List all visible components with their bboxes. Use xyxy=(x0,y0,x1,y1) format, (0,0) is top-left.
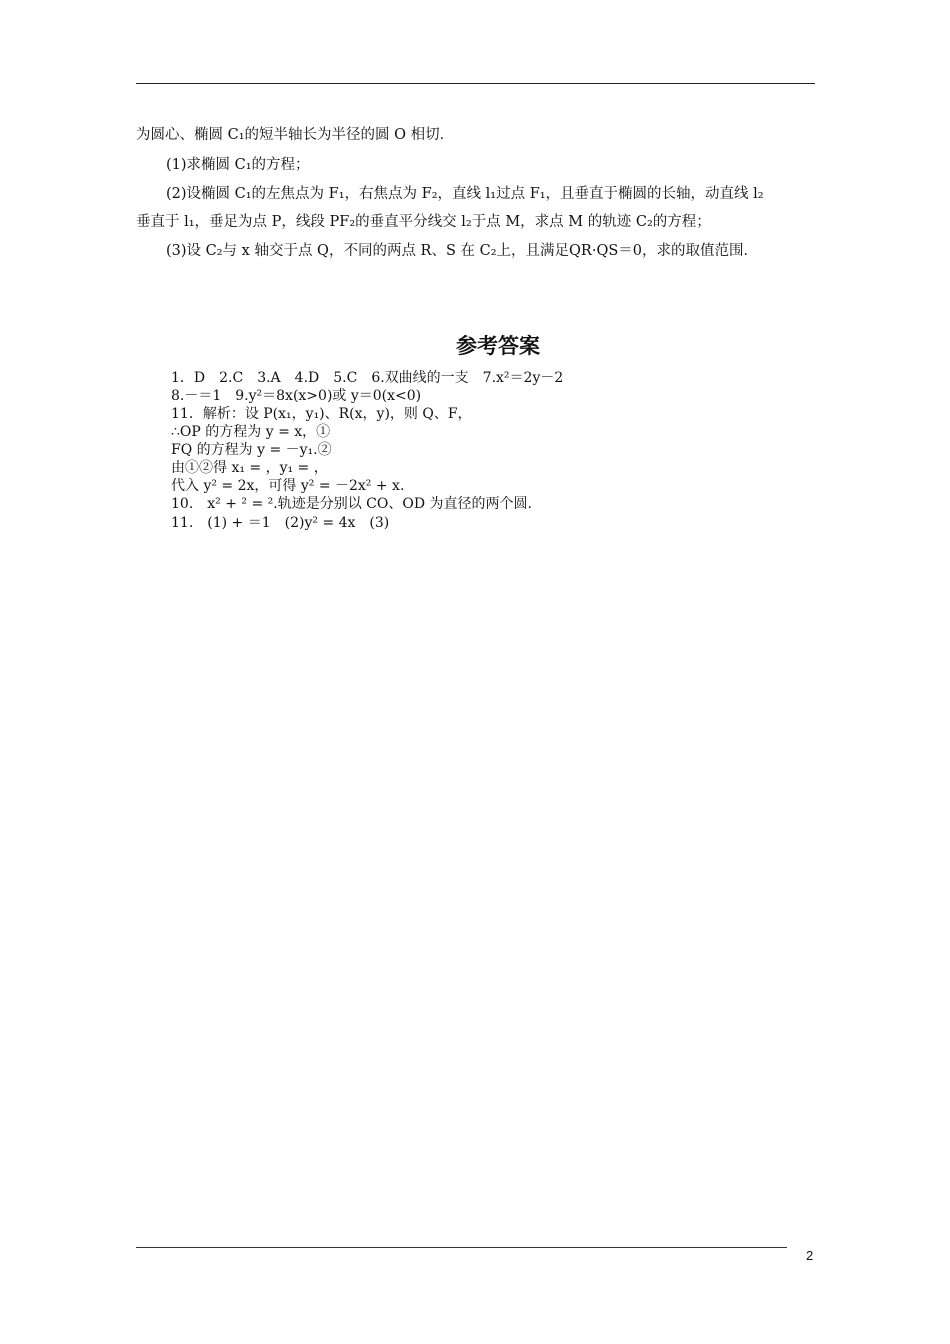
question-line-4: 垂直于 l₁，垂足为点 P，线段 PF₂的垂直平分线交 l₂于点 M，求点 M 的轨迹 C₂的方程； xyxy=(136,214,711,230)
footer-rule xyxy=(136,1247,787,1248)
answer-line-4: ∴OP 的方程为 y = x，① xyxy=(171,424,331,440)
question-line-1: 为圆心、椭圆 C₁的短半轴长为半径的圆 O 相切． xyxy=(136,127,455,143)
question-line-3: (2)设椭圆 C₁的左焦点为 F₁，右焦点为 F₂，直线 l₁过点 F₁，且垂直于椭圆的长轴，动直线 l₂ xyxy=(166,186,764,202)
answer-line-6: 由①②得 x₁ = ，y₁ = ， xyxy=(171,460,328,476)
answer-line-7: 代入 y² = 2x，可得 y² = －2x² + x. xyxy=(171,478,405,494)
answer-line-3: 11．解析：设 P(x₁，y₁)、R(x，y)，则 Q、F， xyxy=(171,406,472,422)
page-number: 2 xyxy=(806,1248,814,1263)
question-line-5: (3)设 C₂与 x 轴交于点 Q，不同的两点 R、S 在 C₂上，且满足QR·QS＝0，求的取值范围． xyxy=(166,243,758,259)
answer-line-8: 10. x² + ² = ².轨迹是分别以 CO、OD 为直径的两个圆. xyxy=(171,496,532,512)
answer-line-5: FQ 的方程为 y = －y₁.② xyxy=(171,442,332,458)
answer-line-1: 1．D 2.C 3.A 4.D 5.C 6.双曲线的一支 7.x²＝2y－2 xyxy=(171,370,564,386)
answers-title: 参考答案 xyxy=(456,334,540,358)
question-line-2: (1)求椭圆 C₁的方程； xyxy=(166,157,310,173)
header-rule xyxy=(136,83,815,84)
answer-line-9: 11. (1) + ＝1 (2)y² = 4x (3) xyxy=(171,515,390,531)
answer-line-2: 8.－＝1 9.y²＝8x(x>0)或 y＝0(x<0) xyxy=(171,388,422,404)
